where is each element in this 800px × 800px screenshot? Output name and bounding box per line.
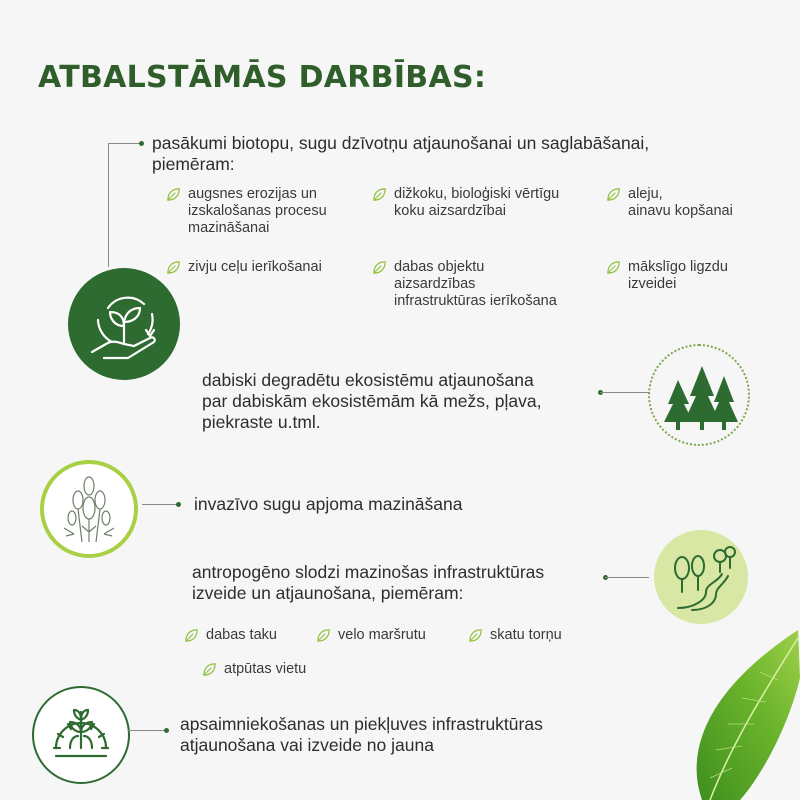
leaf-bullet-icon bbox=[372, 260, 387, 275]
forest-icon bbox=[650, 346, 748, 444]
item-biotopes-line2: piemēram: bbox=[152, 154, 235, 174]
leaf-bullet-icon bbox=[606, 260, 621, 275]
list-item: velo maršrutu bbox=[316, 627, 426, 644]
gear-plant-icon-circle bbox=[32, 686, 130, 784]
list-item: skatu torņu bbox=[468, 627, 562, 644]
connector-dot bbox=[164, 728, 169, 733]
item-access-infrastructure: apsaimniekošanas un piekļuves infrastruktūras atjaunošana vai izveide no jauna bbox=[180, 714, 543, 755]
trail-icon-circle bbox=[654, 530, 748, 624]
connector-line bbox=[605, 577, 649, 578]
list-item: atpūtas vietu bbox=[202, 661, 306, 678]
forest-icon-circle bbox=[648, 344, 750, 446]
lupine-icon-circle bbox=[40, 460, 138, 558]
connector-line bbox=[142, 504, 178, 505]
page-title: ATBALSTĀMĀS DARBĪBAS: bbox=[38, 60, 487, 95]
decorative-leaf bbox=[680, 628, 800, 800]
plant-hand-icon-circle bbox=[68, 268, 180, 380]
item-invasive: invazīvo sugu apjoma mazināšana bbox=[194, 494, 463, 514]
leaf-bullet-icon bbox=[606, 187, 621, 202]
list-item: mākslīgo ligzdu izveidei bbox=[606, 259, 798, 293]
leaf-bullet-icon bbox=[372, 187, 387, 202]
trail-icon bbox=[654, 530, 748, 624]
list-item: dabas taku bbox=[184, 627, 277, 644]
list-item: zivju ceļu ierīkošanai bbox=[166, 259, 378, 276]
list-item: aleju, ainavu kopšanai bbox=[606, 186, 798, 220]
connector-dot bbox=[176, 502, 181, 507]
leaf-bullet-icon bbox=[202, 662, 217, 677]
connector-line bbox=[600, 392, 650, 393]
item-ecosystems: dabiski degradētu ekosistēmu atjaunošana par dabiskām ekosistēmām kā mežs, pļava, piekraste u.tml. bbox=[202, 370, 542, 432]
leaf-bullet-icon bbox=[316, 628, 331, 643]
connector-line bbox=[128, 730, 166, 731]
item-infrastructure: antropogēno slodzi mazinošas infrastruktūras izveide un atjaunošana, piemēram: bbox=[192, 562, 545, 603]
leaf-bullet-icon bbox=[166, 187, 181, 202]
connector-line bbox=[108, 143, 109, 267]
item-biotopes bbox=[152, 133, 772, 175]
gear-plant-icon bbox=[34, 688, 128, 782]
leaf-bullet-icon bbox=[468, 628, 483, 643]
list-item: dižkoku, bioloģiski vērtīgu koku aizsardzībai bbox=[372, 186, 614, 220]
list-item: augsnes erozijas un izskalošanas procesu mazināšanai bbox=[166, 186, 378, 237]
connector-dot bbox=[139, 141, 144, 146]
connector-line bbox=[108, 143, 142, 144]
lupine-icon bbox=[44, 464, 134, 554]
list-item: dabas objektu aizsardzības infrastruktūras ierīkošana bbox=[372, 259, 624, 310]
item-biotopes-line1: pasākumi biotopu, sugu dzīvotņu atjaunošanai un saglabāšanai, bbox=[152, 133, 650, 153]
plant-hand-icon bbox=[68, 268, 180, 380]
leaf-bullet-icon bbox=[184, 628, 199, 643]
